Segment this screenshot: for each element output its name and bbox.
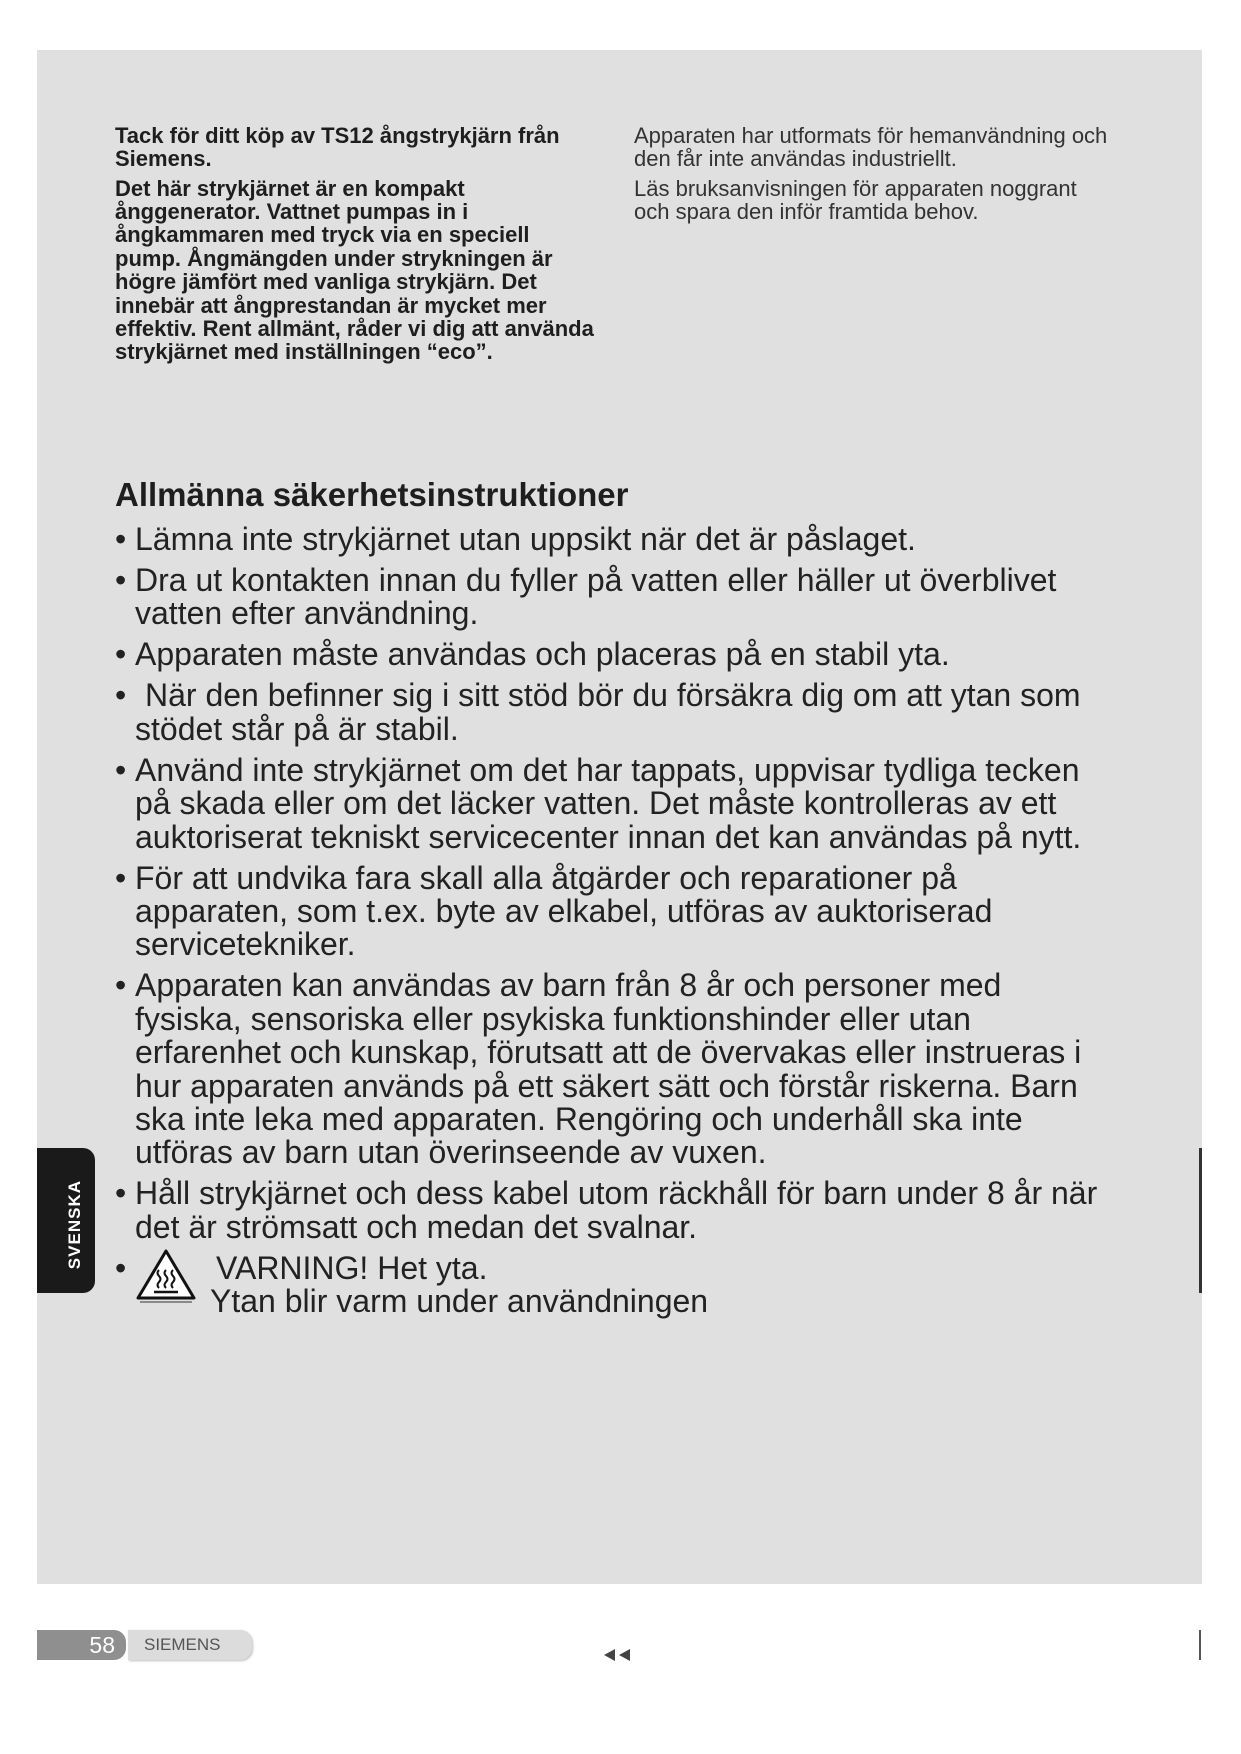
warning-body (210, 1249, 1185, 1320)
right-edge-marker (1199, 1148, 1202, 1293)
safety-warning-item (115, 1249, 1185, 1320)
safety-item (115, 751, 1185, 855)
safety-item-text: • När den befinner sig i sitt stöd bör du försäkra dig om att ytan som stödet står på är stabil. (135, 677, 1081, 747)
safety-item-text: • Lämna inte strykjärnet utan uppsikt när det är påslaget. (135, 521, 916, 557)
safety-item (115, 679, 1185, 746)
safety-item (115, 523, 1185, 556)
language-side-tab (37, 1148, 95, 1293)
safety-heading: Allmänna säkerhetsinstruktioner (115, 476, 629, 513)
safety-item (115, 564, 1185, 631)
safety-item (115, 638, 1185, 671)
hot-surface-warning-icon (134, 1247, 198, 1305)
intro-left-column (115, 124, 625, 369)
safety-item-text: • Använd inte strykjärnet om det har tappats, uppvisar tydliga tecken på skada eller om det läcker vatten. Det måste kontrolleras av ett auktoriserat tekniskt servicecenter innan det kan användas på nytt. (135, 751, 1082, 855)
rewind-arrows-icon (601, 1647, 633, 1663)
safety-item (115, 969, 1185, 1169)
footer-edge-marker (1199, 1630, 1201, 1660)
warning-text: Ytan blir varm under användningen (210, 1283, 709, 1320)
language-label: SVENSKA (65, 1180, 84, 1270)
safety-item-text: • För att undvika fara skall alla åtgärder och reparationer på apparaten, som t.ex. byte av elkabel, utföras av auktoriserad servicetekniker. (135, 859, 993, 963)
safety-item-text: • Apparaten måste användas och placeras på en stabil yta. (135, 636, 950, 673)
page-number: 58 (89, 1632, 115, 1658)
page-number-box (37, 1630, 126, 1660)
warning-title: • VARNING! Het yta. (216, 1249, 488, 1286)
brand-name: SIEMENS (144, 1635, 221, 1654)
intro-manual-paragraph: Läs bruksanvisningen för apparaten noggrant och spara den inför framtida behov. (634, 175, 1077, 224)
safety-item (115, 1177, 1185, 1244)
intro-description-paragraph: Det här strykjärnet är en kompakt ånggenerator. Vattnet pumpas in i ångkammaren med tryck via en speciell pump. Ångmängden under strykningen är högre jämfört med vanliga strykjärn. Det innebär att ångprestandan är mycket mer effektiv. Rent allmänt, råder vi dig att använda strykjärnet med inställningen “eco”. (115, 175, 594, 365)
safety-item-text: • Håll strykjärnet och dess kabel utom räckhåll för barn under 8 år när det är strömsatt och medan det svalnar. (135, 1175, 1098, 1245)
safety-list (115, 523, 1185, 1326)
safety-item-text: • Apparaten kan användas av barn från 8 år och personer med fysiska, sensoriska eller psykiska funktionshinder eller utan erfarenhet och kunskap, förutsatt att de övervakas eller instrueras i hur apparaten används på ett säkert sätt och förstår riskerna. Barn ska inte leka med apparaten. Rengöring och underhåll ska inte utföras av barn utan överinseende av vuxen. (135, 967, 1082, 1171)
intro-usage-paragraph: Apparaten har utformats för hemanvändning och den får inte användas industriellt. (634, 123, 1108, 172)
intro-thanks-paragraph: Tack för ditt köp av TS12 ångstrykjärn från Siemens. (115, 123, 560, 172)
safety-item (115, 859, 1185, 963)
intro-right-column (634, 124, 1179, 229)
safety-item-text: • Dra ut kontakten innan du fyller på vatten eller häller ut överblivet vatten efter användning. (135, 562, 1057, 632)
brand-box (128, 1630, 252, 1660)
